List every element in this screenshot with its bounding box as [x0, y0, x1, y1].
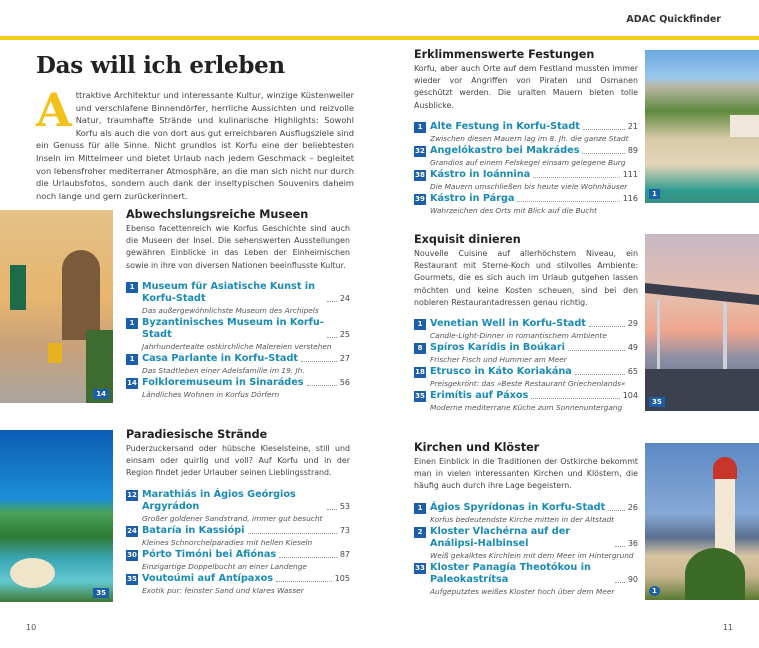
drop-cap: A — [36, 83, 72, 137]
page-number-right: 11 — [722, 623, 733, 632]
map-badge: 39 — [415, 194, 425, 203]
item-name[interactable]: Casa Parlante in Korfu-Stadt — [142, 352, 299, 364]
item-name[interactable]: Voutoúmi auf Antípaxos — [142, 572, 273, 584]
photo-badge: 35 — [649, 397, 665, 407]
intro-paragraph — [36, 83, 354, 202]
photo-badge: 35 — [93, 588, 109, 598]
list-item[interactable] — [126, 573, 350, 596]
section-museums — [126, 208, 350, 401]
map-badge: 33 — [415, 563, 425, 572]
map-badge: 1 — [414, 122, 426, 133]
list-item[interactable] — [414, 193, 638, 216]
item-name[interactable]: Etrusco in Káto Koriakána — [430, 366, 572, 378]
list-item[interactable] — [126, 525, 350, 548]
map-badge: 30 — [127, 550, 137, 559]
list-item[interactable] — [414, 366, 638, 389]
section-title: Kirchen und Klöster — [414, 441, 540, 454]
page-ref: 65 — [627, 367, 638, 377]
page-ref: 27 — [339, 353, 350, 363]
map-badge: 24 — [127, 526, 137, 535]
map-badge: 2 — [414, 527, 426, 538]
header-rule — [0, 36, 759, 40]
section-text: Puderzuckersand oder hübsche Kieselsteine, still und einsam oder quirlig und voll? Auf Korfu und in der Region findet jeder Urlauber seinen Lieblingsstrand. — [126, 444, 350, 478]
map-badge: 38 — [415, 170, 425, 179]
section-churches — [414, 441, 638, 598]
photo-badge: 1 — [649, 586, 660, 596]
list-item[interactable] — [414, 169, 638, 192]
item-name[interactable]: Kloster Vlachérna auf der Análipsi-Halbinsel — [430, 525, 571, 549]
item-name[interactable]: Ágios Spyrídonas in Korfu-Stadt — [430, 501, 606, 513]
list-item[interactable] — [414, 562, 638, 597]
photo-badge: 14 — [93, 389, 109, 399]
item-name[interactable]: Kloster Panagía Theotókou in Paleokastrítsa — [430, 561, 591, 585]
item-name[interactable]: Spíros Karídis in Boúkari — [430, 342, 565, 354]
item-name[interactable]: Pórto Timóni bei Afiónas — [142, 548, 277, 560]
list-item[interactable] — [414, 121, 638, 144]
page-title: Das will ich erleben — [36, 52, 285, 79]
item-name[interactable]: Erimítis auf Páxos — [430, 390, 529, 402]
list-item[interactable] — [126, 549, 350, 572]
page-ref: 90 — [627, 574, 638, 584]
section-title: Erklimmenswerte Festungen — [414, 48, 595, 61]
page-ref: 104 — [622, 391, 638, 401]
item-name[interactable]: Folkloremuseum in Sinarádes — [142, 376, 304, 388]
section-title: Exquisit dinieren — [414, 233, 521, 246]
page-ref: 29 — [627, 319, 638, 329]
section-text: Ebenso facettenreich wie Korfus Geschichte sind auch die Museen der Insel. Die sehenswerten Ausstellungen gewähren Einblicke in das Leben der Einheimischen sowie in ihre von diversen Nationen beeinflusste Kultur. — [126, 224, 350, 270]
section-fortresses — [414, 48, 638, 217]
page-ref: 53 — [339, 501, 350, 511]
item-desc: Moderne mediterrane Küche zum Sonnenuntergang — [430, 403, 623, 413]
intro-text: ttraktive Architektur und interessante Kultur, winzige Küstenweiler und verschlafene Binnendörfer, herrliche Aussichten und reizvolle Natur, traumhafte Strände und kulinarische Highlights: Sowohl Korfu als auch die von dort aus gut erreichbaren Ausflugsziele sind ein Genuss für alle Sinne. Nicht grundlos ist Korfu eine der beliebtesten Inseln im Mittelmeer und bietet Urlaub nach jedem Geschmack – begleitet von lebensfroher mediterraner Atmosphäre, an die man sich nicht nur durch die Urlaubsfotos, sondern auch dank der inseltypischen Souvenirs daheim noch lange und gern zurückerinnert. — [36, 90, 354, 201]
map-badge: 12 — [127, 490, 137, 499]
item-desc: Das außergewöhnlichste Museum des Archipels — [142, 305, 319, 315]
item-desc: Candle-Light-Dinner in romantischem Ambiente — [430, 331, 607, 341]
list-item[interactable] — [414, 502, 638, 525]
item-desc: Ländliches Wohnen in Korfus Dörfern — [142, 389, 280, 399]
item-name[interactable]: Kástro in Ioánnina — [430, 168, 531, 180]
map-badge: 1 — [126, 354, 138, 365]
item-desc: Zwischen diesen Mauern lag im 8. Jh. die ganze Stadt — [430, 133, 629, 143]
section-title: Paradiesische Strände — [126, 428, 268, 441]
page-ref: 105 — [334, 573, 350, 583]
running-head: ADAC Quickfinder — [626, 14, 721, 25]
item-name[interactable]: Alte Festung in Korfu-Stadt — [430, 120, 580, 132]
item-desc: Die Mauern umschließen bis heute viele Wohnhäuser — [430, 181, 628, 191]
item-desc: Aufgeputztes weißes Kloster hoch über dem Meer — [430, 586, 615, 596]
page-number-left: 10 — [26, 623, 37, 632]
item-name[interactable]: Kástro in Párga — [430, 192, 515, 204]
page-ref: 25 — [339, 329, 350, 339]
item-name[interactable]: Venetian Well in Korfu-Stadt — [430, 318, 586, 330]
section-title: Abwechslungsreiche Museen — [126, 208, 309, 221]
item-desc: Das Stadtleben einer Adelsfamilie im 19. Jh. — [142, 365, 305, 375]
map-badge: 1 — [126, 282, 138, 293]
page-ref: 21 — [627, 121, 638, 131]
map-badge: 1 — [414, 503, 426, 514]
map-badge: 14 — [127, 378, 137, 387]
beach-photo — [0, 430, 113, 602]
list-item[interactable] — [126, 353, 350, 376]
item-desc: Jahrhundertealte ostkirchliche Malereien verstehen — [142, 341, 332, 351]
map-badge: 18 — [415, 368, 425, 377]
fortress-photo — [645, 50, 759, 203]
item-desc: Exotik pur: feinster Sand und klares Wasser — [142, 585, 304, 595]
list-item[interactable] — [414, 342, 638, 365]
section-text: Einen Einblick in die Traditionen der Ostkirche bekommt man in vielen interessanten Kirchen und Klöstern, die häufig auch durch ihre Lage begeistern. — [414, 457, 638, 491]
section-dining — [414, 233, 638, 414]
list-item[interactable] — [414, 390, 638, 413]
page-ref: 89 — [627, 145, 638, 155]
list-item[interactable] — [126, 281, 350, 316]
item-name[interactable]: Museum für Asiatische Kunst in Korfu-Stadt — [142, 280, 316, 304]
map-badge: 35 — [127, 574, 137, 583]
restaurant-photo — [645, 234, 759, 411]
map-badge: 1 — [126, 318, 138, 329]
list-item[interactable] — [414, 318, 638, 341]
item-desc: Frischer Fisch und Hummer am Meer — [430, 355, 567, 365]
list-item[interactable] — [414, 526, 638, 561]
page-ref: 111 — [622, 169, 638, 179]
page-ref: 26 — [627, 502, 638, 512]
item-desc: Wahrzeichen des Orts mit Blick auf die Bucht — [430, 205, 597, 215]
section-text: Nouvelle Cuisine auf allerhöchstem Niveau, ein Restaurant mit Sterne-Koch und stilvolles Ambiente: Gourmets, die es sich auch im Urlaub gutgehen lassen möchten und keine Kosten scheuen, sind bei den nobleren Restaurantadressen genau richtig. — [414, 249, 638, 307]
museum-photo — [0, 210, 113, 403]
map-badge: 8 — [414, 343, 426, 354]
item-name[interactable]: Angelókastro bei Makrádes — [430, 144, 580, 156]
page-ref: 24 — [339, 293, 350, 303]
map-badge: 1 — [414, 319, 426, 330]
item-name[interactable]: Marathiás in Ágios Geórgios Argyrádon — [142, 488, 296, 512]
item-desc: Preisgekrönt: das »Beste Restaurant Griechenlands« — [430, 379, 626, 389]
section-text: Korfu, aber auch Orte auf dem Festland mussten immer wieder vor Angriffen von Piraten und Osmanen geschützt werden. Die uralten Mauern bieten tolle Ausblicke. — [414, 64, 638, 110]
map-badge: 35 — [415, 392, 425, 401]
section-beaches — [126, 428, 350, 597]
list-item[interactable] — [126, 377, 350, 400]
item-desc: Großer goldener Sandstrand, immer gut besucht — [142, 513, 323, 523]
list-item[interactable] — [126, 489, 350, 524]
item-desc: Korfus bedeutendste Kirche mitten in der Altstadt — [430, 514, 615, 524]
item-desc: Einzigartige Doppelbucht an einer Landenge — [142, 561, 307, 571]
page-ref: 87 — [339, 549, 350, 559]
list-item[interactable] — [126, 317, 350, 352]
page-ref: 49 — [627, 343, 638, 353]
item-name[interactable]: Byzantinisches Museum in Korfu-Stadt — [142, 316, 324, 340]
church-photo — [645, 443, 759, 600]
page-ref: 73 — [339, 525, 350, 535]
page-ref: 56 — [339, 377, 350, 387]
item-desc: Kleines Schnorchelparadies mit hellen Kieseln — [142, 537, 313, 547]
item-desc: Weiß gekalktes Kirchlein mit dem Meer im Hintergrund — [430, 550, 634, 560]
item-name[interactable]: Bataría in Kassiópi — [142, 524, 245, 536]
list-item[interactable] — [414, 145, 638, 168]
page-ref: 116 — [622, 193, 638, 203]
page-ref: 36 — [627, 538, 638, 548]
item-desc: Grandios auf einem Felskegel einsam gelegene Burg — [430, 157, 626, 167]
photo-badge: 1 — [649, 189, 660, 199]
map-badge: 32 — [415, 146, 425, 155]
